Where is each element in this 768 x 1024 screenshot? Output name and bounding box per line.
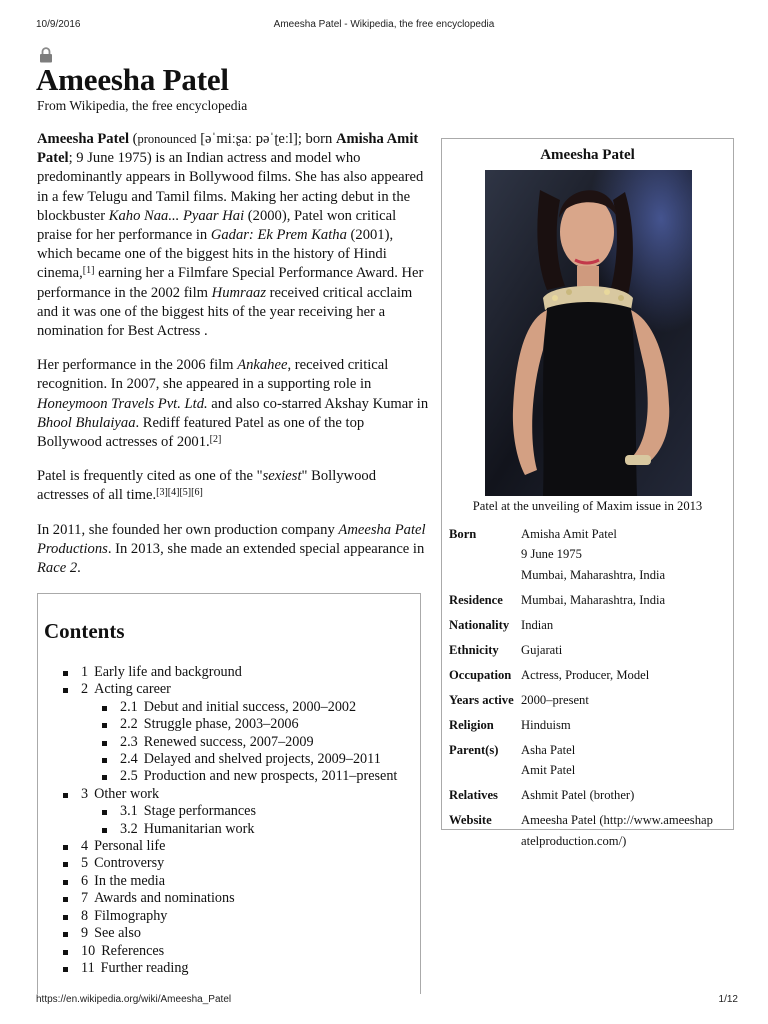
page-subtitle: From Wikipedia, the free encyclopedia (37, 98, 248, 113)
infobox-row-nationality: Nationality Indian (449, 617, 554, 632)
company-link[interactable]: Ameesha Patel Productions (37, 521, 426, 557)
portrait-photo[interactable] (485, 170, 692, 496)
toc-item[interactable]: 9 See also (63, 925, 397, 942)
infobox-row-residence: Residence Mumbai, Maharashtra, India (449, 592, 666, 607)
toc-heading: Contents (44, 619, 125, 643)
toc-subitem[interactable]: 2.4 Delayed and shelved projects, 2009–2011 (102, 751, 397, 768)
toc-subitem[interactable]: 2.5 Production and new prospects, 2011–present (102, 768, 397, 785)
toc-sublist (81, 803, 397, 838)
film-link[interactable]: Kaho Naa... Pyaar Hai (108, 207, 245, 224)
toc-subitem[interactable]: 3.1 Stage performances (102, 803, 397, 820)
toc-item[interactable]: 8 Filmography (63, 908, 397, 925)
ipa-pronunciation[interactable]: [əˈmiːʂaː pəˈʈeːl] (200, 131, 298, 147)
print-date: 10/9/2016 (36, 19, 81, 30)
film-link[interactable]: Humraaz (211, 284, 266, 301)
infobox-row-years-active: Years active 2000–present (449, 692, 589, 707)
infobox-title: Ameesha Patel (540, 147, 635, 163)
infobox-row-website: Website Ameesha Patel (http://www.ameeshap atelproduction.com/) (449, 810, 731, 851)
toc-item[interactable]: 3 Other work 3.1 Stage performances 3.2 Humanitarian work (63, 786, 397, 838)
infobox (441, 138, 734, 848)
infobox-row-born: Born Amisha Amit Patel 9 June 1975 Mumbai, Maharashtra, India (449, 527, 666, 582)
pronunciation-label: pronounced (137, 132, 197, 146)
toc-item[interactable]: 4 Personal life (63, 838, 397, 855)
infobox-row-ethnicity: Ethnicity Gujarati (449, 642, 563, 657)
film-link[interactable]: Gadar: Ek Prem Katha (210, 227, 347, 244)
toc-sublist (81, 699, 397, 786)
toc-subitem[interactable]: 3.2 Humanitarian work (102, 821, 397, 838)
film-link[interactable]: Honeymoon Travels Pvt. Ltd. (37, 395, 208, 412)
toc-item[interactable]: 1 Early life and background (63, 664, 397, 681)
toc-item[interactable]: 11 Further reading (63, 960, 397, 977)
toc-item[interactable]: 10 References (63, 943, 397, 960)
infobox-caption: Patel at the unveiling of Maxim issue in 2013 (472, 499, 703, 513)
reference-link[interactable]: [2] (209, 434, 222, 446)
toc-subitem[interactable]: 2.2 Struggle phase, 2003–2006 (102, 716, 397, 733)
career-paragraph: Her performance in the 2006 film Ankahee, received critical recognition. In 2007, she appeared in a supporting role in Honeymoon Travels Pvt. Ltd. and also co-starred Akshay Kumar in Bhool Bhulaiyaa. Rediff featured Patel as one of the top Bollywood actresses of 2001.[2] (37, 357, 429, 451)
website-link[interactable]: Ameesha Patel (http://www.ameeshap atelproduction.com/) (521, 813, 713, 848)
print-document-title: Ameesha Patel - Wikipedia, the free encyclopedia (273, 19, 495, 30)
page-number: 1/12 (718, 994, 738, 1005)
toc-item[interactable]: 2 Acting career 2.1 Debut and initial success, 2000–2002 2.2 Struggle phase, 2003–2006 2.3 Renewed success, 2007–2009 2.4 Delayed and shelved projects, 2009–2011 2.5 Production and new prospects, 2011–present (63, 681, 397, 785)
toc-item[interactable]: 6 In the media (63, 873, 397, 890)
infobox-row-parents: Parent(s) Asha Patel Amit Patel (449, 742, 576, 778)
birth-name: Amisha Amit Patel (37, 131, 419, 167)
film-link[interactable]: Ankahee (237, 357, 288, 374)
subject-name: Ameesha Patel (37, 131, 129, 147)
toc-item[interactable]: 5 Controversy (63, 855, 397, 872)
toc-subitem[interactable]: 2.3 Renewed success, 2007–2009 (102, 734, 397, 751)
reference-link[interactable]: [3][4][5][6] (156, 487, 203, 499)
reference-link[interactable]: [1] (82, 265, 95, 277)
film-link[interactable]: Bhool Bhulaiyaa (37, 414, 136, 431)
table-of-contents (37, 593, 421, 994)
infobox-row-religion: Religion Hinduism (449, 717, 571, 732)
media-paragraph: Patel is frequently cited as one of the "sexiest" Bollywood actresses of all time.[3][4][5][6] (37, 468, 376, 504)
intro-paragraph: Ameesha Patel (pronounced [əˈmiːʂaː pəˈʈeːl]; born Amisha Amit Patel; 9 June 1975) is an Indian actress and model who predominantly appears in Bollywood films. She has also appeared in a few Telugu and Tamil films. Making her acting debut in the blockbuster Kaho Naa... Pyaar Hai (2000), Patel won critical praise for her performance in Gadar: Ek Prem Katha (2001), which became one of the biggest hits in the history of Hindi cinema,[1] earning her a Filmfare Special Performance Award. Her performance in the 2002 film Humraaz received critical acclaim and it was one of the biggest hits of the year receiving her a nomination for Best Actress . (37, 131, 424, 340)
infobox-rows (449, 524, 731, 856)
toc-item[interactable]: 7 Awards and nominations (63, 890, 397, 907)
toc-subitem[interactable]: 2.1 Debut and initial success, 2000–2002 (102, 699, 397, 716)
infobox-row-occupation: Occupation Actress, Producer, Model (449, 667, 650, 682)
print-url: https://en.wikipedia.org/wiki/Ameesha_Patel (36, 994, 232, 1005)
page-title: Ameesha Patel (36, 62, 229, 97)
toc-list (63, 664, 397, 977)
film-link[interactable]: Race 2 (37, 560, 78, 577)
lock-icon (39, 47, 53, 63)
production-paragraph: In 2011, she founded her own production company Ameesha Patel Productions. In 2013, she made an extended special appearance in Race 2. (37, 521, 426, 577)
article-body (37, 130, 430, 593)
infobox-row-relatives: Relatives Ashmit Patel (brother) (449, 788, 635, 803)
